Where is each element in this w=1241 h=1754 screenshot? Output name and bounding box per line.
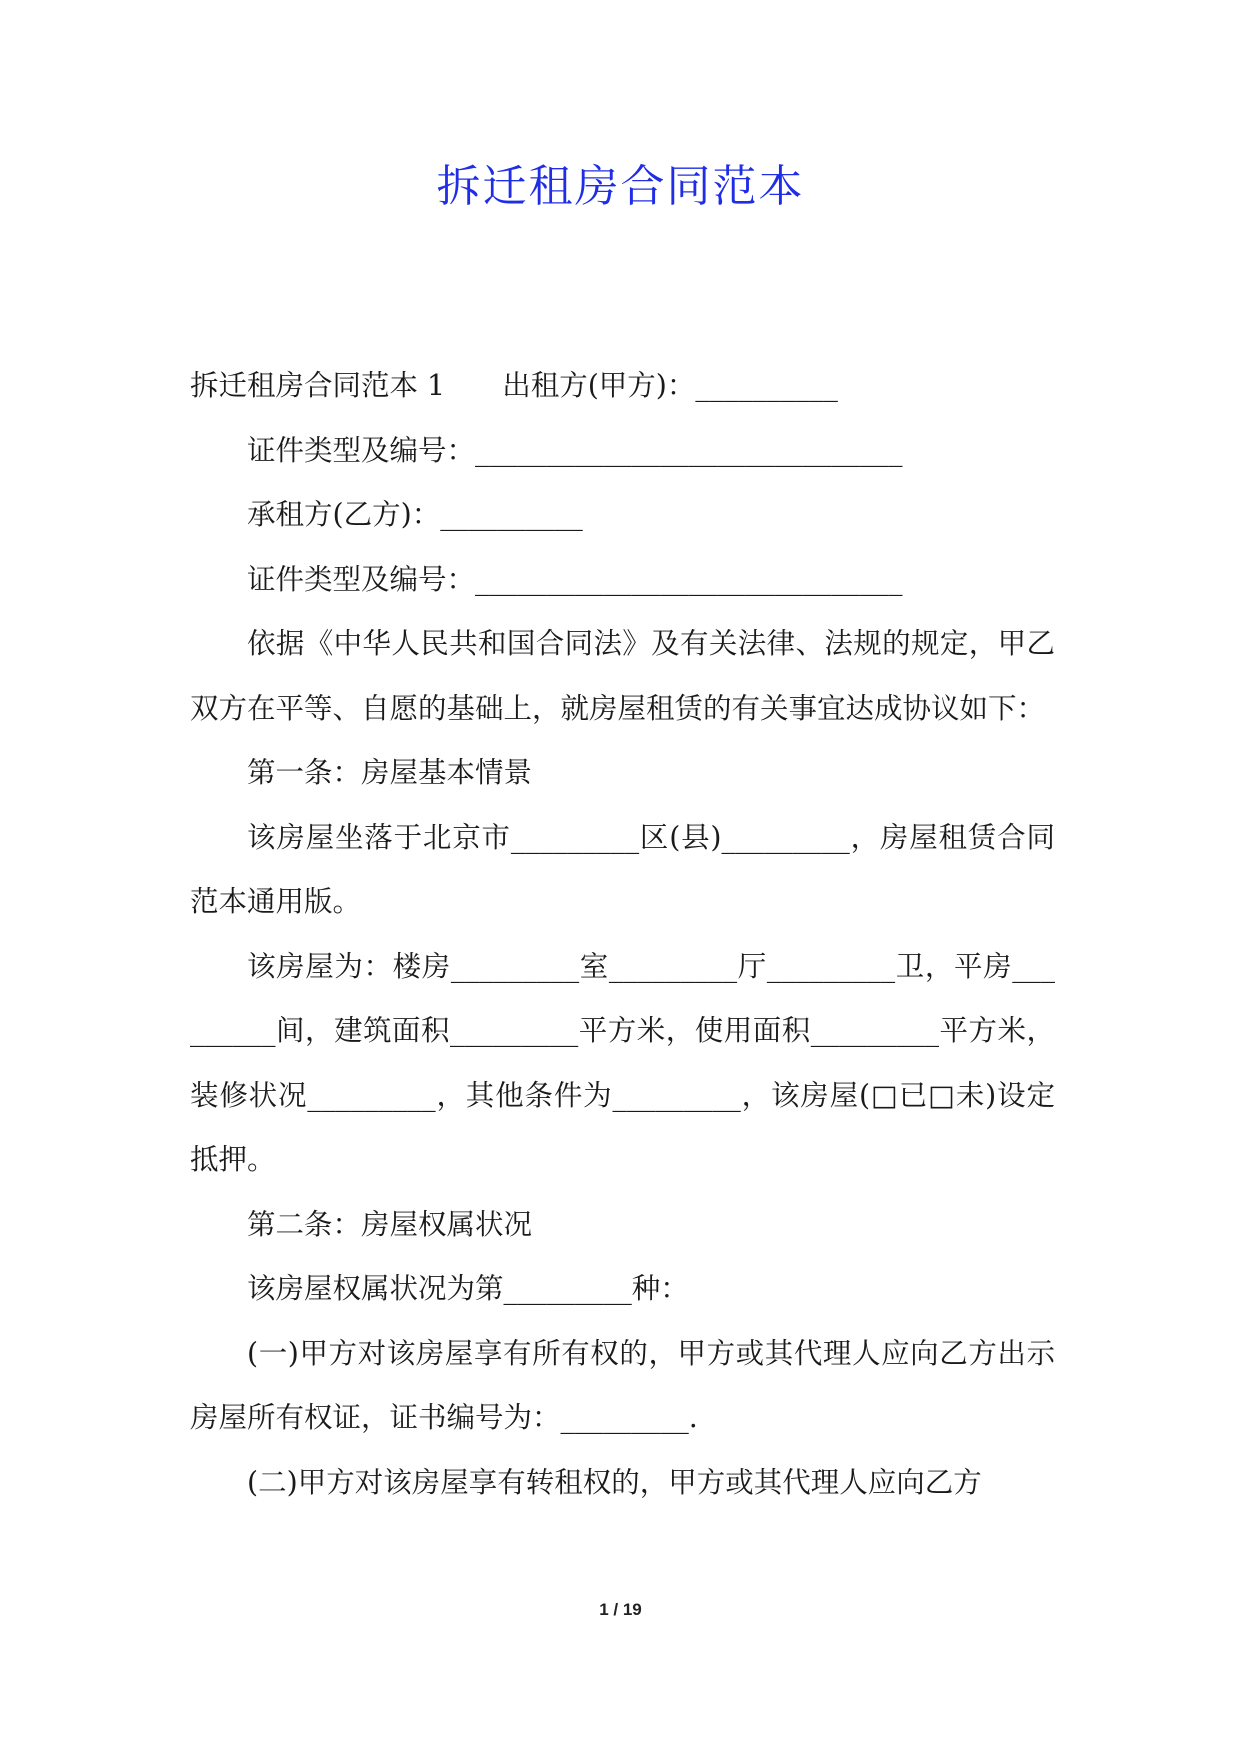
document-body: [190, 354, 1055, 1515]
paragraph: (二)甲方对该房屋享有转租权的，甲方或其代理人应向乙方: [247, 1465, 982, 1499]
paragraph: 该房屋坐落于北京市_________区(县)_________，房屋租赁合同范本通用版。: [190, 820, 1055, 918]
paragraph: 证件类型及编号：______________________________: [247, 433, 903, 467]
paragraph: 承租方(乙方)：__________: [247, 498, 583, 531]
paragraph: 该房屋权属状况为第_________种：: [247, 1272, 689, 1305]
paragraph: 拆迁租房合同范本 1 出租方(甲方)：__________: [190, 369, 838, 402]
document-title: 拆迁租房合同范本: [436, 161, 805, 212]
paragraph: 依据《中华人民共和国合同法》及有关法律、法规的规定，甲乙双方在平等、自愿的基础上，就房屋租赁的有关事宜达成协议如下：: [190, 627, 1055, 725]
paragraph: 证件类型及编号：______________________________: [247, 562, 903, 596]
page-number: 1 / 19: [599, 1600, 642, 1619]
section-heading: 第二条：房屋权属状况: [247, 1207, 533, 1241]
paragraph: 该房屋为：楼房_________室_________厅_________卫，平房_________间，建筑面积_________平方米，使用面积_________平方米，装修状况_________，其他条件为_________，该房屋(□已□未)设定抵押。: [190, 949, 1055, 1176]
section-heading: 第一条：房屋基本情景: [247, 756, 533, 789]
paragraph: (一)甲方对该房屋享有所有权的，甲方或其代理人应向乙方出示房屋所有权证，证书编号为：_________.: [190, 1336, 1055, 1434]
